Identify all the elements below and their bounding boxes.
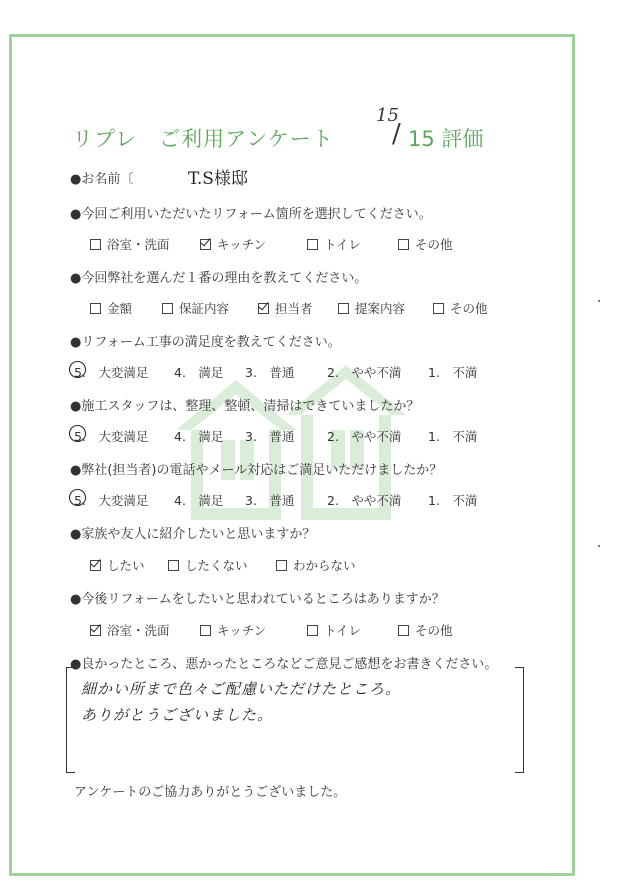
q6-option-no[interactable]: したくない (168, 556, 248, 574)
page-title: リプレ ご利用アンケート (72, 127, 334, 151)
q3-rating-5[interactable]: 5. 大変満足 (74, 365, 149, 380)
question-4: ●施工スタッフは、整理、整頓、清掃はできていましたか？ (70, 399, 420, 414)
q1-option-kitchen[interactable]: キッチン (200, 235, 266, 253)
checkbox-icon[interactable] (398, 625, 409, 636)
q5-rating-2[interactable]: 2. やや不満 (327, 493, 402, 508)
q5-rating-4[interactable]: 4. 満足 (174, 493, 224, 508)
q5-rating-5[interactable]: 5. 大変満足 (74, 493, 149, 508)
q1-option-bath[interactable]: 浴室・洗面 (90, 235, 170, 253)
q5-rating-1[interactable]: 1. 不満 (428, 493, 478, 508)
checkbox-icon[interactable] (168, 560, 179, 571)
checkbox-checked-icon[interactable] (90, 560, 101, 571)
question-5: ●弊社(担当者)の電話やメール対応はご満足いただけましたか？ (70, 463, 443, 478)
checkbox-icon[interactable] (398, 239, 409, 250)
question-3: ●リフォーム工事の満足度を教えてください。 (70, 335, 341, 350)
question-1: ●今回ご利用いただいたリフォーム箇所を選択してください。 (70, 207, 432, 222)
checkbox-icon[interactable] (433, 303, 444, 314)
header (72, 105, 542, 163)
q3-rating-4[interactable]: 4. 満足 (174, 365, 224, 380)
q2-option-other[interactable]: その他 (433, 299, 488, 317)
comment-line-2: ありがとうございました。 (81, 706, 274, 724)
checkbox-checked-icon[interactable] (200, 239, 211, 250)
q4-rating-3[interactable]: 3. 普通 (245, 429, 295, 444)
q1-option-toilet[interactable]: トイレ (307, 235, 361, 253)
scan-speck (598, 300, 600, 302)
q7-option-toilet[interactable]: トイレ (307, 621, 361, 639)
name-value: T.S様邸 (188, 169, 248, 189)
q2-option-price[interactable]: 金額 (90, 299, 132, 317)
q4-rating-1[interactable]: 1. 不満 (428, 429, 478, 444)
q7-option-kitchen[interactable]: キッチン (200, 621, 266, 639)
q4-rating-4[interactable]: 4. 満足 (174, 429, 224, 444)
checkbox-icon[interactable] (200, 625, 211, 636)
q3-rating-3[interactable]: 3. 普通 (245, 365, 295, 380)
checkbox-icon[interactable] (276, 560, 287, 571)
q6-option-yes[interactable]: したい (90, 556, 145, 574)
footer-thanks: アンケートのご協力ありがとうございました。 (74, 785, 347, 800)
question-2: ●今回弊社を選んだ１番の理由を教えてください。 (70, 271, 368, 286)
q1-option-other[interactable]: その他 (398, 235, 453, 253)
scan-speck (598, 545, 600, 547)
checkbox-icon[interactable] (307, 625, 318, 636)
checkbox-checked-icon[interactable] (90, 625, 101, 636)
score-given: 15 (376, 105, 399, 126)
q7-option-bath[interactable]: 浴室・洗面 (90, 621, 170, 639)
q5-rating-3[interactable]: 3. 普通 (245, 493, 295, 508)
comment-line-1: 細かい所まで色々ご配慮いただけたところ。 (81, 680, 402, 698)
q4-rating-5[interactable]: 5. 大変満足 (74, 429, 149, 444)
name-label: ●お名前〔 (70, 172, 134, 187)
question-7: ●今後リフォームをしたいと思われているところはありますか？ (70, 592, 445, 607)
question-8: ●良かったところ、悪かったところなどご意見ご感想をお書きください。 (70, 657, 498, 672)
checkbox-checked-icon[interactable] (258, 303, 269, 314)
q2-option-proposal[interactable]: 提案内容 (338, 299, 405, 317)
checkbox-icon[interactable] (162, 303, 173, 314)
checkbox-icon[interactable] (338, 303, 349, 314)
checkbox-icon[interactable] (90, 303, 101, 314)
q3-rating-1[interactable]: 1. 不満 (428, 365, 478, 380)
q2-option-warranty[interactable]: 保証内容 (162, 299, 229, 317)
q7-option-other[interactable]: その他 (398, 621, 453, 639)
score-slash: / (392, 119, 401, 149)
checkbox-icon[interactable] (307, 239, 318, 250)
q2-option-staff[interactable]: 担当者 (258, 299, 313, 317)
q6-option-unsure[interactable]: わからない (276, 556, 356, 574)
q3-rating-2[interactable]: 2. やや不満 (327, 365, 402, 380)
question-6: ●家族や友人に紹介したいと思いますか？ (70, 527, 316, 542)
checkbox-icon[interactable] (90, 239, 101, 250)
q4-rating-2[interactable]: 2. やや不満 (327, 429, 402, 444)
score-total: 15 評価 (408, 127, 484, 151)
comment-area[interactable] (66, 667, 524, 773)
